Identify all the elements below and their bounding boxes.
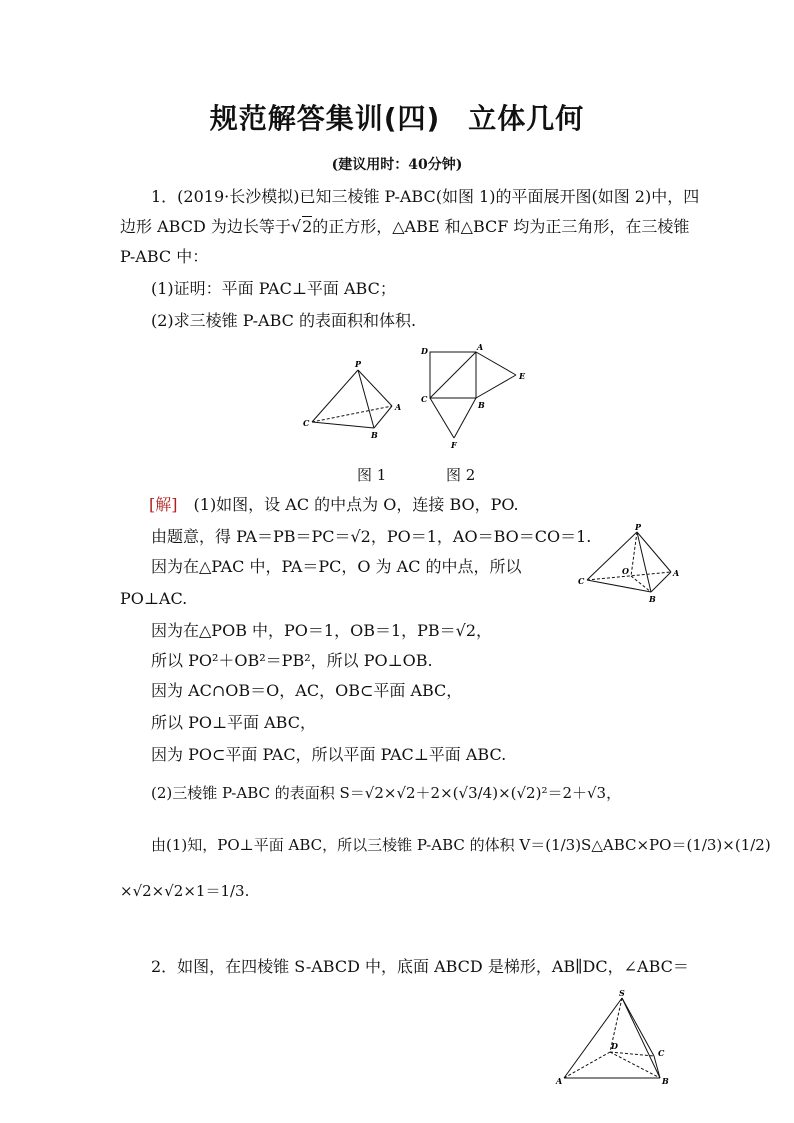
f1-label-a: A xyxy=(395,402,402,412)
f1-label-b: B xyxy=(371,430,378,440)
p1-intro-line1: 1．(2019·长沙模拟)已知三棱锥 P-ABC(如图 1)的平面展开图(如图 2)中，四 xyxy=(151,187,700,206)
f4-label-s: S xyxy=(619,988,625,998)
f1-label-p: P xyxy=(355,359,362,369)
f2-label-e: E xyxy=(519,371,526,381)
solution-line-7: 因为 AC∩OB＝O，AC，OB⊂平面 ABC， xyxy=(151,681,463,700)
figure-2-net xyxy=(418,342,538,452)
figure-4-quad-pyramid xyxy=(548,988,680,1088)
p1-intro-line2: 边形 ABCD 为边长等于√2的正方形，△ABE 和△BCF 均为正三角形，在三棱锥 xyxy=(120,217,690,236)
f4-label-a: A xyxy=(556,1076,563,1086)
solution-line-5: 因为在△POB 中，PO＝1，OB＝1，PB＝√2， xyxy=(151,621,493,640)
f3-label-p: P xyxy=(635,522,642,532)
solution-line-6: 所以 PO²＋OB²＝PB²，所以 PO⊥OB. xyxy=(151,651,433,670)
solution-line-10: (2)三棱锥 P-ABC 的表面积 S＝√2×√2＋2×(√3/4)×(√2)²＝2＋√3， xyxy=(151,784,622,802)
f4-label-c: C xyxy=(658,1048,665,1058)
title-topic: 立体几何 xyxy=(468,102,585,135)
p2-intro: 2．如图，在四棱锥 S-ABCD 中，底面 ABCD 是梯形，AB∥DC，∠ABC＝ xyxy=(151,957,689,976)
figure-1-pyramid xyxy=(300,356,410,446)
p1-intro-line2-b: 的正方形，△ABE 和△BCF 均为正三角形，在三棱锥 xyxy=(312,217,690,236)
solution-line-4: PO⊥AC. xyxy=(120,589,188,608)
f4-label-b: B xyxy=(662,1076,669,1086)
title-main: 规范解答集训(四) xyxy=(209,102,441,135)
page-title xyxy=(0,97,794,137)
f3-label-a: A xyxy=(673,568,680,578)
figure-2-caption: 图 2 xyxy=(446,466,476,484)
f1-label-c: C xyxy=(303,418,310,428)
f4-label-d: D xyxy=(611,1041,618,1051)
figure-3-pyramid-with-o xyxy=(575,520,687,606)
p1-intro-line2-a: 边形 ABCD 为边长等于 xyxy=(120,217,291,236)
solution-line-1-text: (1)如图，设 AC 的中点为 O，连接 BO，PO. xyxy=(193,495,519,514)
f2-label-a: A xyxy=(477,342,484,352)
p1-question-1: (1)证明：平面 PAC⊥平面 ABC； xyxy=(151,279,396,298)
solution-line-11: 由(1)知，PO⊥平面 ABC，所以三棱锥 P-ABC 的体积 V＝(1/3)S△ABC×PO＝(1/3)×(1/2) xyxy=(151,836,771,854)
solution-line-8: 所以 PO⊥平面 ABC， xyxy=(151,713,316,732)
figure-1-caption: 图 1 xyxy=(357,466,387,484)
solution-tag: [解] xyxy=(149,495,178,514)
p1-question-2: (2)求三棱锥 P-ABC 的表面积和体积. xyxy=(151,311,417,330)
f2-label-f: F xyxy=(451,440,457,450)
f3-label-o: O xyxy=(622,566,629,576)
solution-line-1 xyxy=(149,494,519,516)
f3-label-b: B xyxy=(649,594,656,604)
f2-label-d: D xyxy=(421,346,428,356)
f3-label-c: C xyxy=(578,576,585,586)
solution-line-2: 由题意，得 PA＝PB＝PC＝√2，PO＝1，AO＝BO＝CO＝1. xyxy=(151,527,592,546)
time-hint: (建议用时：40分钟) xyxy=(331,157,463,173)
f2-label-c: C xyxy=(421,394,428,404)
p1-intro-line3: P-ABC 中： xyxy=(120,247,209,266)
solution-line-9: 因为 PO⊂平面 PAC，所以平面 PAC⊥平面 ABC. xyxy=(151,745,507,764)
solution-line-3: 因为在△PAC 中，PA＝PC，O 为 AC 的中点，所以 xyxy=(151,557,522,576)
f2-label-b: B xyxy=(478,400,485,410)
solution-line-12: ×√2×√2×1＝1/3. xyxy=(120,882,250,900)
